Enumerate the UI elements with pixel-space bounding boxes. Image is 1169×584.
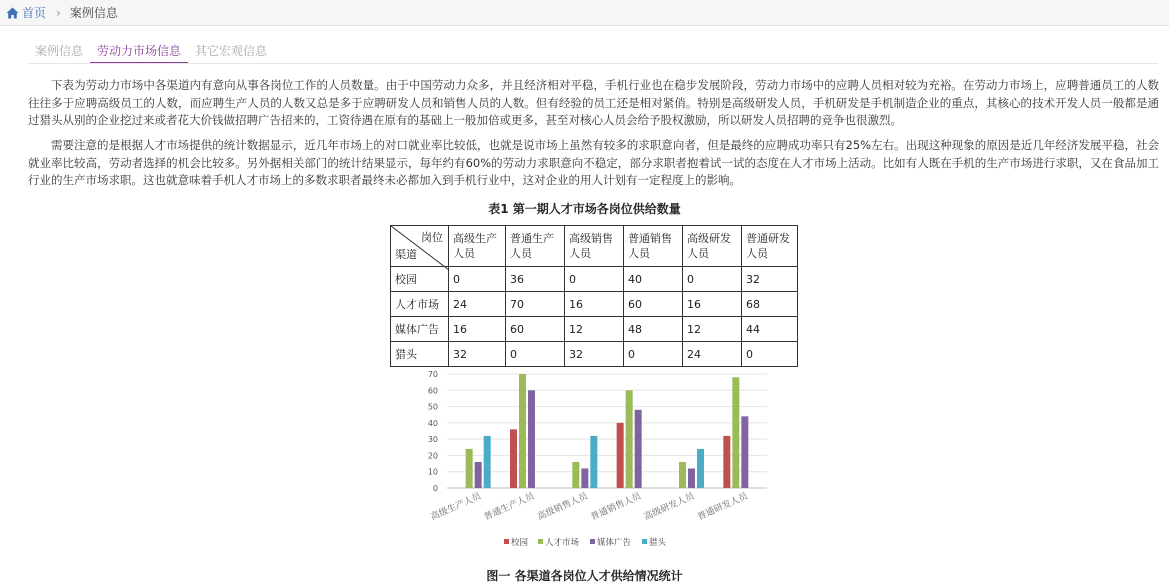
chart-title: 图一 各渠道各岗位人才供给情况统计 [486, 569, 683, 583]
bar [510, 429, 517, 488]
table-cell-channel: 人才市场 [391, 292, 449, 317]
y-tick-label: 20 [427, 451, 438, 461]
x-tick-label: 高级销售人员 [536, 491, 590, 523]
x-tick-label: 普通生产人员 [482, 491, 537, 523]
table-cell: 0 [565, 267, 624, 292]
table-cell: 36 [506, 267, 565, 292]
table-cell: 68 [742, 292, 798, 317]
bar [626, 390, 633, 488]
bar [741, 416, 748, 488]
bar [679, 462, 686, 488]
table-cell: 24 [449, 292, 506, 317]
note-paragraph: 需要注意的是根据人才市场提供的统计数据显示，近几年市场上的对口就业率比较低，也就是说市场上虽然有较多的求职意向者，但是最终的应聘成功率只有25%左右。出现这种现象的原因是近几年经济发展平稳，社会就业率比较高，劳动者选择的机会比较多。另外据相关部门的统计结果显示，每年约有60%的劳动力求职意向不稳定，部分求职者抱着试一试的态度在人才市场上活动。比如有人既在手机的生产市场进行求职，又在食品加工行业的生产市场求职。这也就意味着手机人才市场上的多数求职者最终未必都加入到手机行业中，这对企业的用人计划有一定程度上的影响。 [28, 138, 1159, 187]
tab-bar [28, 42, 274, 64]
x-tick-label: 高级研发人员 [642, 491, 697, 523]
table-cell: 32 [565, 342, 624, 367]
bar [484, 436, 491, 488]
tab-case-info[interactable]: 案例信息 [35, 44, 84, 58]
breadcrumb-current: 案例信息 [69, 6, 118, 20]
table-row [391, 317, 798, 342]
bar [697, 449, 704, 488]
bar [519, 374, 526, 488]
legend-swatch [642, 539, 647, 544]
legend-swatch [504, 539, 509, 544]
tab-labor-market[interactable]: 劳动力市场信息 [90, 42, 188, 64]
table-header-cell: 普通生产人员 [506, 226, 565, 267]
table-cell: 0 [742, 342, 798, 367]
table-cell: 0 [683, 267, 742, 292]
table-cell: 0 [506, 342, 565, 367]
y-tick-label: 40 [427, 418, 438, 428]
table-title: 表1 第一期人才市场各岗位供给数量 [488, 202, 681, 216]
y-tick-label: 70 [427, 370, 438, 379]
table-cell: 48 [624, 317, 683, 342]
bar [688, 468, 695, 488]
table-cell: 44 [742, 317, 798, 342]
table-cell-channel: 媒体广告 [391, 317, 449, 342]
table-row [391, 267, 798, 292]
table-cell: 16 [449, 317, 506, 342]
bar [581, 468, 588, 488]
table-cell: 32 [742, 267, 798, 292]
table-row [391, 292, 798, 317]
tab-divider [28, 63, 1158, 64]
legend-label: 猎头 [649, 538, 667, 548]
bar [723, 436, 730, 488]
table-cell: 0 [624, 342, 683, 367]
y-tick-label: 60 [427, 386, 438, 396]
table-cell: 24 [683, 342, 742, 367]
table-cell: 60 [506, 317, 565, 342]
chevron-right-icon: › [56, 5, 61, 20]
table-cell: 12 [683, 317, 742, 342]
table-cell: 60 [624, 292, 683, 317]
table-header-row [391, 226, 798, 267]
table-header-cell: 高级研发人员 [683, 226, 742, 267]
table-cell: 0 [449, 267, 506, 292]
breadcrumb-bar [0, 0, 1169, 26]
x-tick-label: 高级生产人员 [429, 491, 483, 523]
bar [572, 462, 579, 488]
table-cell: 16 [683, 292, 742, 317]
table-cell: 70 [506, 292, 565, 317]
table-cell: 12 [565, 317, 624, 342]
y-tick-label: 10 [427, 467, 438, 477]
table-cell: 32 [449, 342, 506, 367]
breadcrumb-home-link[interactable] [6, 4, 46, 21]
supply-bar-chart [380, 362, 800, 560]
bar [528, 390, 535, 488]
table-header-cell: 高级销售人员 [565, 226, 624, 267]
table-cell-channel: 猎头 [391, 342, 449, 367]
bar [466, 449, 473, 488]
bar [617, 423, 624, 488]
legend-swatch [538, 539, 543, 544]
x-tick-label: 普通销售人员 [589, 491, 643, 523]
supply-table [390, 225, 798, 367]
legend-label: 校园 [511, 538, 529, 548]
y-tick-label: 30 [427, 435, 438, 445]
table-header-cell: 高级生产人员 [449, 226, 506, 267]
y-tick-label: 50 [427, 402, 438, 412]
table-cell-channel: 校园 [391, 267, 449, 292]
legend-swatch [590, 539, 595, 544]
table-cell: 16 [565, 292, 624, 317]
tab-macro-info[interactable]: 其它宏观信息 [195, 44, 268, 58]
y-tick-label: 0 [432, 484, 438, 493]
bar [732, 377, 739, 488]
corner-bottom-label: 渠道 [395, 248, 417, 261]
breadcrumb-home-label: 首页 [22, 6, 47, 20]
bar [590, 436, 597, 488]
table-corner-cell [391, 226, 449, 267]
bar [635, 410, 642, 488]
bar [475, 462, 482, 488]
home-icon [6, 7, 19, 19]
table-header-cell: 普通研发人员 [742, 226, 798, 267]
legend-label: 人才市场 [545, 538, 580, 548]
legend-label: 媒体广告 [597, 538, 632, 548]
corner-top-label: 岗位 [421, 231, 443, 244]
x-tick-label: 普通研发人员 [696, 491, 750, 523]
table-header-cell: 普通销售人员 [624, 226, 683, 267]
intro-paragraph: 下表为劳动力市场中各渠道内有意向从事各岗位工作的人员数量。由于中国劳动力众多，并且经济相对平稳，手机行业也在稳步发展阶段，劳动力市场中的应聘人员相对较为充裕。在劳动力市场上，应聘普通员工的人数往往多于应聘高级员工的人数，而应聘生产人员的人数又总是多于应聘研发人员和销售人员的人数。但有经验的员工还是相对紧俏。特别是高级研发人员，手机研发是手机制造企业的重点，其核心的技术开发人员一般都是通过猎头从别的企业挖过来或者花大价钱做招聘广告招来的，工资待遇在原有的基础上一般加倍或更多，甚至对核心人员会给予股权激励，所以研发人员招聘的竞争也很激烈。 [28, 78, 1159, 127]
table-cell: 40 [624, 267, 683, 292]
